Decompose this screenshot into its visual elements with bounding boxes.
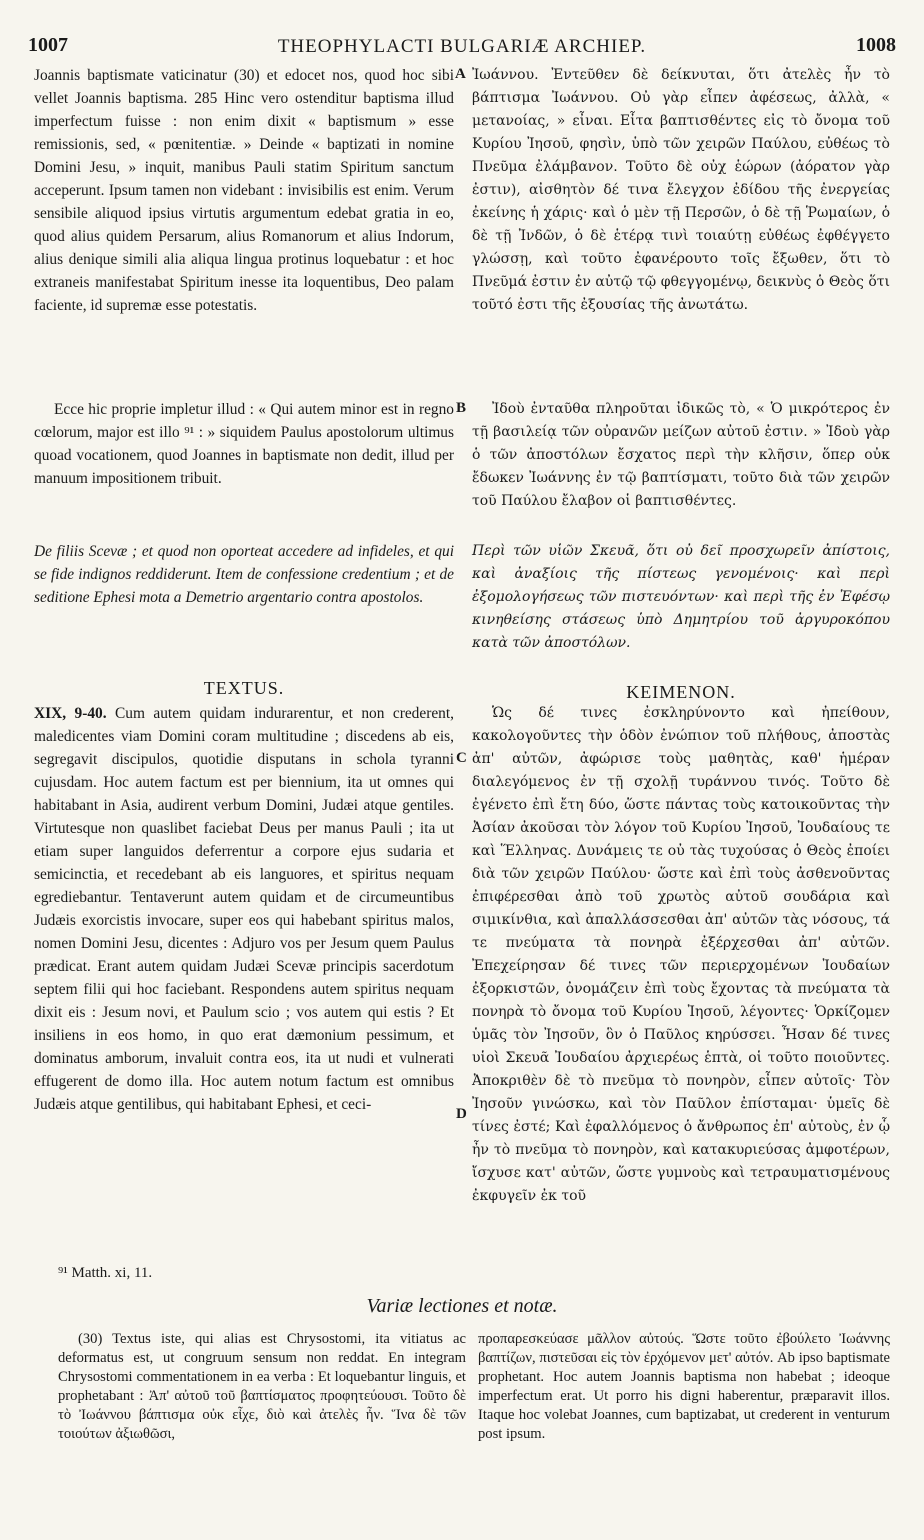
latin-text: Cum autem quidam indurarentur, et non crederent, maledicentes viam Domini coram multitudine ; discedens ab eis, segregavit discipulos, quotidie disputans in schola tyranni cujusdam. Hoc autem factum est per biennium, ita ut omnes qui habitabant in Asia, audirent verbum Domini, Judæi atque gentiles. Virtutesque non quaslibet faciebat Deus per manus Pauli ; ita ut etiam super languidos deferrentur a corpore ejus sudaria et semicinctia, et recedebant ab eis languores, et spiritus nequam egrediebantur. Tentaverunt autem quidam et de circumeuntibus Judæis exorcistis invocare, super eos qui habebant spiritus malos, nomen Domini Jesu, dicentes : Adjuro vos per Jesum quem Paulus prædicat. Erant autem quidam Judæi Scevæ principis sacerdotum septem filii qui hoc faciebant. Respondens autem spiritus nequam dixit eis : Jesum novi, et Paulum scio ; vos autem qui estis ? Et insiliens in eos homo, in quo erat dæmonium pessimum, et dominatus amborum, invaluit contra eos, ita ut nudi et vulnerati effugerent de domo illa. Hoc autem notum factum est omnibus Judæis atque gentilibus, qui habitabant Ephesi, et ceci- (34, 705, 454, 1113)
section-marker-a: A (455, 66, 466, 82)
note-text: προπαρεσκεύασε μᾶλλον αὐτούς. Ὥστε τοῦτο ἐβούλετο Ἰωάννης βαπτίζων, πιστεῦσαι εἰς τὸν ἐρχόμενον μετ' αὐτόν. Ab ipso baptismate prophetant. Hoc autem Joannis baptisma non habebat ; ideoque imperfectum erat. Ut porro his digni haberentur, præparavit illos. Itaque hoc volebat Joannes, cum baptizabat, ut crederent in venturum post ipsum. (478, 1331, 890, 1442)
notes-left-column (58, 1330, 466, 1444)
latin-argument (34, 540, 454, 609)
latin-paragraph: Joannis baptismate vaticinatur (30) et edocet nos, quod hoc sibi vellet Joannis baptisma. 285 Hinc vero ostenditur baptisma illud imperfectum fuisse : non enim dixit « baptismum » esse remissionis, sed, « pœnitentiæ. » Deinde « baptizati in nomine Domini Jesu, » inquit, manibus Pauli statim Spiritum sanctum acceperunt. Ipsum tamen non videbant : invisibilis est enim. Verum sensibile aliquod ipsius virtutis argumentum edebat gratia in eo, quod alius quidem Persarum, alius Romanorum et alius Indorum, alius denique simili alia aliqua lingua protinus loquebatur : et hoc extraneis manifestabat Spiritum inesse ita loquentibus, Deo palam faciente, id supremæ esse potestatis. (34, 67, 454, 314)
latin-column-block-2 (34, 398, 454, 490)
greek-argument (472, 540, 890, 655)
argument-text: De filiis Scevæ ; et quod non oporteat accedere ad infideles, et qui se fide indignos reddiderunt. Item de confessione credentium ; et de seditione Ephesi mota a Demetrio argentario contra apostolos. (34, 543, 454, 606)
greek-paragraph: Ἰωάννου. Ἐντεῦθεν δὲ δείκνυται, ὅτι ἀτελὲς ἦν τὸ βάπτισμα Ἰωάννου. Οὐ γὰρ εἶπεν ἀφέσεως, ἀλλὰ, « μετανοίας, » εἶναι. Εἶτα βαπτισθέντες εἰς τὸ ὄνομα τοῦ Κυρίου Ἰησοῦ, φησὶν, ὑπὸ τῶν χειρῶν Παύλου, εὐθέως τὸ Πνεῦμα ἐλάμβανον. Τοῦτο δὲ οὐχ ἑώρων (ἀόρατον γὰρ ἐστιν), αἰσθητὸν δέ τινα ἔλεγχον ἐδίδου τῆς ἐνεργείας ἐκείνης ἡ χάρις· καὶ ὁ μὲν τῇ Περσῶν, ὁ δὲ τῇ Ῥωμαίων, ὁ δὲ τῇ Ἰνδῶν, ὁ δὲ ἑτέρᾳ τινὶ τοιαύτῃ εὐθέως ἐφθέγγετο γλώσσῃ, καὶ τοῦτο ἐφανέρουτο τοῖς ἔξωθεν, ὅτι τὸ Πνεῦμά ἐστιν ἐν αὐτῷ τῷ φθεγγομένῳ, δεικνὺς ὁ Θεὸς ὅτι τοῦτό ἐστι τῆς ἐξουσίας τῆς ἀνωτάτω. (472, 67, 890, 313)
greek-main-text (472, 702, 890, 1208)
latin-main-text (34, 702, 454, 1116)
latin-column-block-1 (34, 64, 454, 317)
greek-text: Ὡς δέ τινες ἐσκληρύνοντο καὶ ἠπείθουν, κακολογοῦντες τὴν ὁδὸν ἐνώπιον τοῦ πλήθους, ἀποστὰς ἀπ' αὐτῶν, ἀφώρισε τοὺς μαθητὰς, καθ' ἡμέραν διαλεγόμενος ἐν τῇ σχολῇ τυράννου τινός. Τοῦτο δὲ ἐγένετο ἐπὶ ἔτη δύο, ὥστε πάντας τοὺς κατοικοῦντας τὴν Ἀσίαν ἀκοῦσαι τὸν λόγον τοῦ Κυρίου Ἰησοῦ, Ἰουδαίους τε καὶ Ἕλληνας. Δυνάμεις τε οὐ τὰς τυχούσας ὁ Θεὸς ἐποίει διὰ τῶν χειρῶν Παύλου· ὥστε καὶ ἐπὶ τοὺς ἀσθενοῦντας ἐπιφέρεσθαι ἀπὸ τοῦ χρωτὸς αὐτοῦ σουδάρια καὶ σιμικίνθια, καὶ ἀπαλλάσσεσθαι ἀπ' αὐτῶν τὰς νόσους, τά τε πνεύματα τὰ πονηρὰ ἐξέρχεσθαι ἀπ' αὐτῶν. Ἐπεχείρησαν δέ τινες τῶν περιερχομένων Ἰουδαίων ἐξορκιστῶν, ὀνομάζειν ἐπὶ τοὺς ἔχοντας τὰ πνεύματα τὰ πονηρὰ τὸ ὄνομα τοῦ Κυρίου Ἰησοῦ, λέγοντες· Ὁρκίζομεν ὑμᾶς τὸν Ἰησοῦν, ὃν ὁ Παῦλος κηρύσσει. Ἦσαν δέ τινες υἱοὶ Σκευᾶ Ἰουδαίου ἀρχιερέως ἑπτὰ, οἱ τοῦτο ποιοῦντες. Ἀποκριθὲν δὲ τὸ πνεῦμα τὸ πονηρὸν, εἶπεν αὐτοῖς· Τὸν Ἰησοῦν γινώσκω, καὶ τὸν Παῦλον ἐπίσταμαι· ὑμεῖς δὲ τίνες ἐστέ; Καὶ ἐφαλλόμενος ὁ ἄνθρωπος ἐπ' αὐτοὺς, ἐν ᾧ ἦν τὸ πνεῦμα τὸ πονηρὸν, καὶ κατακυριεύσας ἀμφοτέρων, ἴσχυσε κατ' αὐτῶν, ὥστε γυμνοὺς καὶ τετραυματισμένους ἐκφυγεῖν ἐκ τοῦ (472, 705, 890, 1204)
verse-reference: XIX, 9-40. (34, 705, 107, 722)
running-header (28, 34, 896, 58)
note-text: (30) Textus iste, qui alias est Chrysostomi, ita vitiatus ac deformatus est, ut congruum sensum non reddat. En integram Chrysostomi commentationem in ea verba : Et loquebantur linguis, et prophetabant : Ἀπ' αὐτοῦ τοῦ βαπτίσματος προφητεύουσι. Τοῦτο δὲ τὸ Ἰωάννου βάπτισμα οὐκ εἶχε, διὸ καὶ ἀτελὲς ἦν. Ἵνα δὲ τῶν τοιούτων ἀξιωθῶσι, (58, 1331, 466, 1442)
argument-text: Περὶ τῶν υἱῶν Σκευᾶ, ὅτι οὐ δεῖ προσχωρεῖν ἀπίστοις, καὶ ἀναξίοις τῆς πίστεως γενομένοις· καὶ περὶ ἐξομολογήσεως τῶν πιστευόντων· καὶ περὶ τῆς ἐν Ἐφέσῳ κινηθείσης στάσεως ὑπὸ Δημητρίου τοῦ ἀργυροκόπου κατὰ τῶν ἀποστόλων. (472, 543, 890, 651)
footnote: ⁹¹ Matth. xi, 11. (58, 1265, 153, 1281)
greek-column-block-1 (472, 64, 890, 317)
section-marker-d: D (456, 1106, 467, 1122)
latin-paragraph: Ecce hic proprie impletur illud : « Qui autem minor est in regno cœlorum, major est illo ⁹¹ : » siquidem Paulus apostolorum ultimus quoad vocationem, quod Joannes in baptismate non dedit, illud per manuum impositionem tribuit. (34, 401, 454, 487)
section-marker-c: C (456, 750, 467, 766)
notes-title: Variæ lectiones et notæ. (366, 1295, 558, 1317)
notes-right-column (478, 1330, 890, 1444)
left-page-number: 1007 (28, 34, 68, 56)
section-marker-b: B (456, 400, 467, 416)
latin-section-title: TEXTUS. (203, 678, 285, 698)
greek-paragraph: Ἰδοὺ ἐνταῦθα πληροῦται ἰδικῶς τὸ, « Ὁ μικρότερος ἐν τῇ βασιλείᾳ τῶν οὐρανῶν μείζων αὐτοῦ ἐστιν. » Ἰδοὺ γὰρ ὁ τῶν ἀποστόλων ἔσχατος περὶ τὴν κλῆσιν, ὅπερ οὐκ ἔδωκεν Ἰωάννης ἐν τῷ βαπτίσματι, τοῦτο διὰ τῶν χειρῶν τοῦ Παύλου ἔλαβον οἱ βαπτισθέντες. (472, 401, 890, 509)
right-page-number: 1008 (856, 34, 896, 56)
running-title: THEOPHYLACTI BULGARIÆ ARCHIEP. (277, 36, 647, 57)
greek-column-block-2 (472, 398, 890, 513)
greek-section-title: ΚΕΙΜΕΝΟΝ. (626, 682, 736, 702)
